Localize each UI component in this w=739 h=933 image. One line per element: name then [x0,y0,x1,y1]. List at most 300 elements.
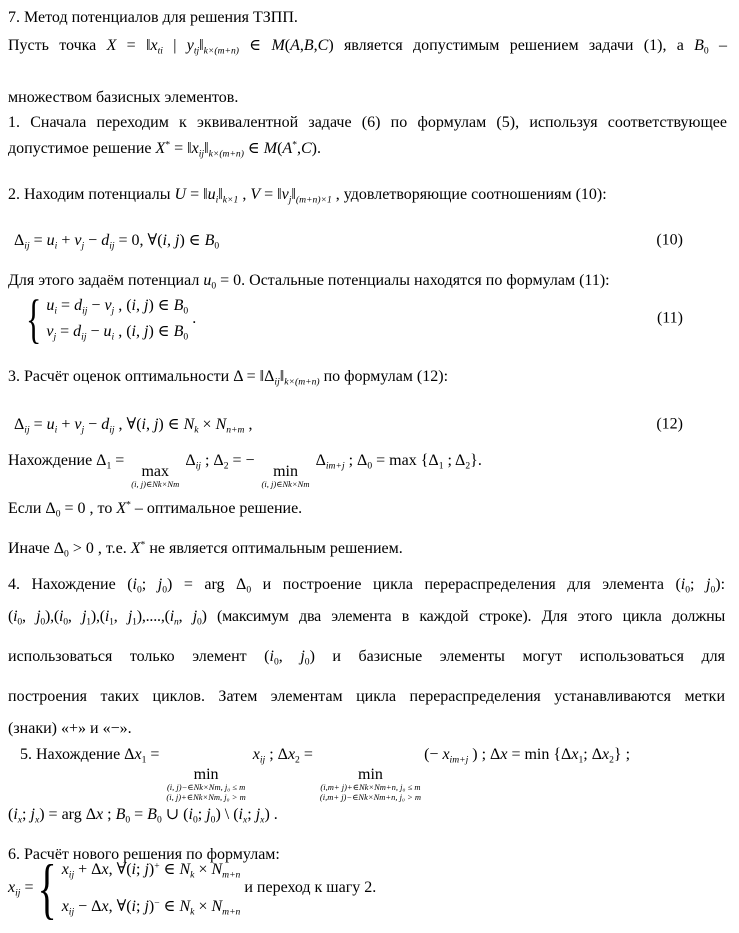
text-run: X [106,37,117,54]
text-run: , [67,608,82,625]
text-run: j [706,576,711,593]
text-run: x [500,746,508,763]
limit-condition: (i,m+ j)−∈Nk×Nm+n, j₀ > m [319,791,422,802]
text-run: j [153,416,159,433]
para-step-2-content [8,186,607,206]
text-run: ): [715,576,726,593]
text-run: 1 [109,616,114,628]
text-run: x [191,140,199,157]
text-run: Пусть точка [8,37,107,54]
text-run: ; Δ [443,452,466,469]
text-run: ( [8,608,14,625]
text-run: i [131,897,136,915]
text-run: . [188,309,197,327]
equation-11 [26,287,725,349]
text-run: 2 [295,754,300,766]
text-run: A [290,37,300,54]
text-run: i [131,322,136,340]
text-run: k×(m+n) [284,376,320,388]
heading-step-7-content [8,9,298,26]
text-run: ij [259,754,266,766]
text-run: допустимое решение [8,140,156,157]
text-run: ti [157,45,163,57]
para-delta-finding [8,451,482,490]
text-run: ‖ [218,186,223,203]
cases-row [62,860,241,881]
text-run: ; Δ [583,746,602,763]
text-run: = [260,186,278,203]
text-run: = [29,416,47,433]
para-step-4-content [8,576,726,596]
para-step-1b [8,139,321,160]
text-run: по формулам (12): [319,368,449,385]
text-run: j [288,194,292,206]
text-run: ∈ [239,37,272,54]
operator-label: min [358,766,383,783]
text-run: ∈ [159,861,180,878]
text-run: i [141,416,146,433]
text-run: k×(m+n) [208,148,244,160]
text-run: i [169,608,175,625]
para-potential-u0 [8,271,610,292]
text-run: = [20,879,38,897]
text-run: ij [24,240,30,252]
text-run: × [198,416,216,433]
text-run: x [248,746,260,763]
text-run: }. [470,452,482,469]
min-operator-with-limits [166,767,245,803]
text-run: m+n [222,906,241,918]
para-if-optimal-content [8,499,303,520]
text-run: (− [424,746,443,763]
text-run: 0 [211,280,217,292]
text-run: N [179,861,191,878]
text-run: ij [195,460,201,472]
text-run: M [263,140,278,157]
text-run: u [46,297,55,314]
text-run: 3. Расчёт оценок оптимальности Δ = [8,368,260,385]
equation-number: (12) [656,415,683,433]
text-run: X [130,540,141,557]
text-run: 0 [685,584,691,596]
text-run: i [131,861,136,878]
para-cycle-usage [8,647,725,668]
text-run: = [130,806,148,823]
text-run: Для этого задаём потенциал [8,272,204,289]
text-run: ij [109,240,115,252]
text-run: + [57,232,75,249]
text-run: построения таких циклов. Затем элементам цикла перераспределения устанавливаются метки [8,688,725,705]
text-run: ; [690,576,706,593]
text-run: ( [8,806,14,823]
limit-condition: (i, j)−∈Nk×Nm, j₀ ≤ m [166,782,246,792]
text-run: u [207,186,216,203]
text-run: j [53,331,57,343]
text-run: , ∀( [108,861,132,878]
text-run: – [708,37,728,54]
text-run: , ( [114,297,132,314]
text-run: , [145,416,154,433]
text-run: , [297,140,301,157]
text-run: X [116,500,127,517]
text-run: = [29,232,47,249]
text-run: k×(m+n) [203,45,239,57]
text-run: − [84,232,102,249]
text-run: ∈ [243,140,264,157]
text-run: i [13,608,18,625]
text-run: } ; [613,746,631,763]
text-run: Если Δ [8,500,56,517]
text-run: ) ∈ [179,232,205,249]
para-potential-u0-content [8,272,610,292]
text-run: − [87,297,105,314]
text-run: N [179,897,191,915]
para-signs-content [8,720,132,737]
text-run: 0 [136,584,142,596]
text-run: 1 [141,754,147,766]
text-run: Δ [182,452,196,469]
text-run: B [115,806,126,823]
text-run: 7. Метод потенциалов для решения ТЗПП. [8,9,298,26]
text-run: 2 [465,460,471,472]
text-run: x [8,879,16,897]
equation-number: (11) [656,309,683,327]
text-run: i [59,608,64,625]
limit-condition: (i, j)∈Nk×Nm [261,479,310,490]
text-run: = [57,297,75,314]
text-run: im+j [325,460,345,472]
para-if-optimal [8,499,302,520]
para-intro-basis [8,88,238,109]
text-run: k [190,906,195,918]
text-run: ‖ [199,37,204,54]
para-cycle-usage-content [8,648,726,668]
curly-brace-icon: { [37,849,57,927]
text-run: i [131,297,136,314]
text-run: и переход к шагу 2. [240,879,377,897]
text-run: ) является допустимым решением задачи (1), а [328,37,695,54]
text-run: 1 [132,616,137,628]
text-run: , ∀( [114,416,142,433]
text-run: x [243,814,248,826]
text-run: 0 [17,616,22,628]
text-run: = max {Δ [372,452,439,469]
text-run: ∪ ( [161,806,189,823]
text-run: ; [22,806,31,823]
text-run: ; Δ [200,452,224,469]
text-run: , ( [114,322,132,340]
text-run: i [215,194,219,206]
text-run: im+j [449,754,469,766]
text-run: i [188,806,193,823]
text-run: ) = arg Δ [167,576,247,593]
text-run: множеством базисных элементов. [8,89,239,106]
para-step-4 [8,575,725,596]
text-run: j [127,608,133,625]
curly-brace-icon: { [26,287,42,349]
text-run: ) ∈ [158,416,184,433]
text-run: − [84,416,102,433]
text-run: + [154,860,160,872]
text-run: = [116,37,146,54]
text-run: x [601,746,610,763]
para-cycle-elements-content [8,608,725,628]
equation-11-content [26,287,197,349]
text-run: i [132,576,137,593]
text-run: ) [148,861,155,878]
text-run: tj [193,45,200,57]
text-run: 0 [703,45,709,57]
text-run: , [313,37,318,54]
text-run: 0 [246,584,252,596]
text-run: ) = arg Δ [39,806,96,823]
text-run: d [73,322,82,340]
text-run: v [74,232,82,249]
text-run: N [183,416,195,433]
text-run: + Δ [74,861,102,878]
text-run: , [299,37,304,54]
text-run: 0 [710,584,716,596]
para-step-1a [8,113,727,134]
text-run: Иначе Δ [8,540,65,557]
limit-condition: (i, j)∈Nk×Nm [131,479,180,490]
para-step-1b-content [8,139,321,160]
text-run: ‖ [279,368,285,385]
text-run: ) [148,897,155,915]
text-run: = − [228,452,259,469]
text-run: B [303,37,314,54]
text-run: ( [277,140,283,157]
text-run: ‖ [259,368,265,385]
text-run: = min {Δ [507,746,572,763]
text-run: ij [24,424,30,436]
text-run: ) . [264,806,278,823]
text-run: ij [109,424,115,436]
text-run: B [173,297,184,314]
text-run: = [170,140,188,157]
text-run: ‖ [187,140,192,157]
text-run: 0 [196,616,202,628]
text-run: X [155,140,166,157]
para-arg-dx [8,805,278,826]
text-run: C [317,37,329,54]
min-operator-with-limits [262,464,310,490]
text-run: j [144,322,149,340]
min-operator-with-limits [320,767,421,803]
text-run: , [167,232,175,249]
heading-step-7 [8,8,298,29]
text-run: j [111,305,115,317]
text-run: ; Δ [344,452,368,469]
text-run: – оптимальное решение. [130,500,303,517]
text-run: , [22,608,37,625]
text-run: n+m [226,424,245,436]
text-run: > 0 , т.е. [68,540,131,557]
text-run: − Δ [74,897,102,915]
text-run: ; [136,897,145,915]
text-run: ),( [44,608,60,625]
text-run: j [175,232,180,249]
text-run: x [442,746,450,763]
text-run: 0 [64,548,69,560]
cases-rows [46,296,188,343]
text-run: ij [274,376,280,388]
text-run: x [101,897,109,915]
text-run: x [61,897,69,915]
text-run: ; [136,861,145,878]
text-run: i [680,576,686,593]
text-run: v [104,297,112,314]
text-run: Δ [264,368,275,385]
text-run: ),( [90,608,105,625]
text-run: = 0 , то [60,500,117,517]
text-run: 1 [86,616,91,628]
text-run: , [238,186,251,203]
text-run: , ∀( [108,897,132,915]
para-arg-dx-content [8,806,278,826]
text-run: ; [247,806,256,823]
text-run: 0 [162,584,167,596]
text-run: v [46,322,54,340]
text-run: , [178,608,193,625]
text-run: − [86,322,104,340]
text-run: d [101,416,110,433]
text-run: ‖ [291,186,296,203]
text-run: ) ∈ [148,297,174,314]
text-run: ij [68,869,75,881]
text-run: − [154,897,160,909]
para-step-3 [8,367,448,388]
text-run: V [250,186,261,203]
text-run: * [292,139,297,151]
text-run: B [147,806,157,823]
text-run: , [113,608,128,625]
text-run: v [74,416,82,433]
text-run: j [144,297,149,314]
text-run: j [36,608,41,625]
equation-10-content [14,232,220,252]
text-run: j [144,861,149,878]
text-run: 0 [367,460,373,472]
text-run: Δ [14,232,25,249]
text-run: ) (максимум два элемента в каждой строке). Для этого цикла должны [201,608,725,625]
text-run: j [192,608,197,625]
text-run: m+n [222,869,241,881]
para-intro-point [8,36,727,57]
cases-row [62,897,241,918]
text-run: ; [141,576,158,593]
text-run: 0 [125,814,131,826]
equation-10 [14,231,725,252]
text-run: Δ [14,416,25,433]
para-intro-point-content [8,37,728,57]
text-run: 0 [304,656,310,668]
text-run: d [101,232,110,249]
text-run: j [206,806,211,823]
text-run: i [54,240,58,252]
text-run: ; [103,806,116,823]
para-else-not-optimal [8,539,403,560]
text-run: 1. Сначала переходим к эквивалентной задаче (6) по формулам (5), используя соответствующее [8,114,727,131]
text-run: ) ∈ [148,322,174,340]
para-cycle-labels [8,687,725,708]
text-run: N [211,861,223,878]
text-run: 0 [192,814,198,826]
cases-system [26,287,189,349]
text-run: j [255,806,261,823]
operator-label: min [273,463,298,481]
text-run: ∈ [159,897,180,915]
cases-row [46,322,188,343]
text-run: ij [15,887,21,899]
text-run: ) \ ( [215,806,239,823]
text-run: k [194,424,199,436]
text-run: ij [68,906,75,918]
para-step-1a-content [8,114,727,131]
para-else-not-optimal-content [8,539,403,560]
text-run: ‖ [203,186,208,203]
text-run: 2 [223,460,229,472]
text-run: B [694,37,704,54]
text-run: j [144,897,149,915]
text-run: 0 [183,305,189,317]
text-run: 1 [438,460,444,472]
text-run: u [203,272,212,289]
text-run: j [81,424,85,436]
text-run: + [57,416,75,433]
text-run: ). [311,140,321,157]
cases-rows [62,860,241,918]
text-run: 1 [106,460,112,472]
para-cycle-elements [8,607,725,628]
text-run: , [136,322,144,340]
text-run: U [174,186,187,203]
text-run: i [104,608,110,625]
text-run: M [271,37,285,54]
para-cycle-labels-content [8,688,725,705]
text-run: 0 [156,814,162,826]
text-run: 0 [55,508,61,520]
text-run: 0 [40,616,45,628]
text-run: ij [82,305,88,317]
text-run: = 0, ∀( [114,232,163,249]
text-run: x [287,746,296,763]
text-run: N [211,897,223,915]
para-step-2 [8,185,607,206]
text-run: ),....,( [136,608,170,625]
text-run: = [111,452,129,469]
para-delta-finding-content [8,452,482,490]
text-run: 2. Находим потенциалы [8,186,175,203]
text-run: | [162,37,187,54]
text-run: j [157,576,163,593]
para-intro-basis-content [8,89,238,106]
text-run: j [300,648,305,665]
text-run: , [244,416,253,433]
text-run: x [134,746,142,763]
text-run: u [46,416,55,433]
para-step-3-content [8,368,449,388]
text-run: ‖ [204,140,209,157]
operator-label: min [193,766,219,783]
text-run: ij [198,148,205,160]
text-run: x [260,814,265,826]
cases-row [46,296,188,317]
text-run: , удовлетворяющие соотношениям (10): [331,186,607,203]
text-run: x [571,746,579,763]
text-run: = [299,746,317,763]
equation-12 [14,415,725,436]
